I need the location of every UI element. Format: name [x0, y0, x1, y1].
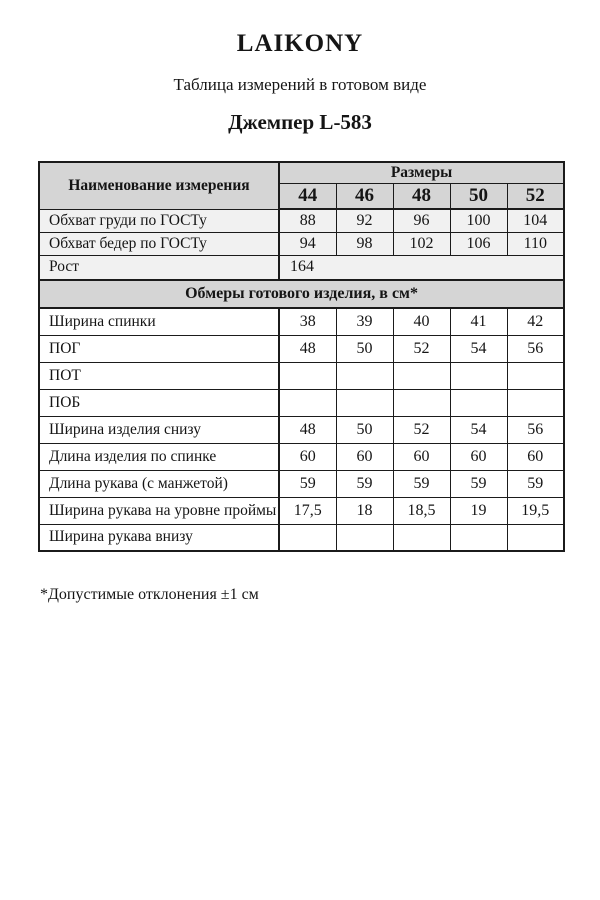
value-cell: 100	[450, 209, 507, 232]
value-cell: 56	[507, 416, 564, 443]
table-row	[39, 470, 564, 497]
value-cell: 59	[336, 470, 393, 497]
table-row	[39, 232, 564, 255]
value-cell: 42	[507, 308, 564, 335]
value-cell: 98	[336, 232, 393, 255]
value-cell: 52	[393, 416, 450, 443]
value-cell: 18	[336, 497, 393, 524]
value-cell: 60	[279, 443, 336, 470]
value-cell: 48	[279, 335, 336, 362]
value-cell	[507, 524, 564, 551]
table-row	[39, 497, 564, 524]
value-cell	[450, 389, 507, 416]
size-column-header: 52	[507, 183, 564, 209]
value-cell	[507, 362, 564, 389]
value-cell: 50	[336, 416, 393, 443]
row-label-cell: ПОТ	[39, 362, 279, 389]
value-cell: 60	[393, 443, 450, 470]
product-title: Джемпер L-583	[228, 110, 372, 134]
row-label-cell: Рост	[39, 255, 279, 280]
size-measurement-table	[38, 161, 565, 552]
value-cell: 56	[507, 335, 564, 362]
value-cell: 110	[507, 232, 564, 255]
size-column-header: 46	[336, 183, 393, 209]
value-cell: 59	[393, 470, 450, 497]
table-row	[39, 443, 564, 470]
table-header-row-sizes-title	[39, 162, 564, 183]
sizes-header-cell: Размеры	[279, 162, 564, 183]
value-cell: 18,5	[393, 497, 450, 524]
value-cell	[507, 389, 564, 416]
value-cell	[336, 389, 393, 416]
value-cell: 48	[279, 416, 336, 443]
row-label-cell: Обхват груди по ГОСТу	[39, 209, 279, 232]
size-column-header: 48	[393, 183, 450, 209]
table-row	[39, 280, 564, 308]
table-row	[39, 209, 564, 232]
tolerance-footnote: *Допустимые отклонения ±1 см	[40, 586, 259, 603]
table-row	[39, 524, 564, 551]
section-header-cell: Обмеры готового изделия, в см*	[39, 280, 564, 308]
row-label-cell: Обхват бедер по ГОСТу	[39, 232, 279, 255]
value-cell	[450, 362, 507, 389]
value-cell: 59	[450, 470, 507, 497]
value-cell: 39	[336, 308, 393, 335]
value-cell	[279, 362, 336, 389]
table-row	[39, 416, 564, 443]
value-cell: 92	[336, 209, 393, 232]
row-label-cell: Длина изделия по спинке	[39, 443, 279, 470]
document-subtitle: Таблица измерений в готовом виде	[173, 75, 427, 94]
size-column-header: 50	[450, 183, 507, 209]
row-label-cell: ПОБ	[39, 389, 279, 416]
row-label-cell: Ширина спинки	[39, 308, 279, 335]
value-cell: 19,5	[507, 497, 564, 524]
value-cell: 60	[450, 443, 507, 470]
value-cell	[336, 524, 393, 551]
row-label-cell: Ширина рукава на уровне проймы	[39, 497, 279, 524]
value-cell: 60	[507, 443, 564, 470]
value-cell: 38	[279, 308, 336, 335]
table-row	[39, 389, 564, 416]
size-column-header: 44	[279, 183, 336, 209]
value-cell: 59	[507, 470, 564, 497]
brand-title: LAIKONY	[236, 30, 364, 57]
value-cell	[393, 389, 450, 416]
merged-value-cell: 164	[279, 255, 564, 280]
value-cell: 19	[450, 497, 507, 524]
row-label-cell: ПОГ	[39, 335, 279, 362]
table-row	[39, 335, 564, 362]
table-row	[39, 255, 564, 280]
measurement-name-header-cell: Наименование измерения	[39, 162, 279, 209]
value-cell: 102	[393, 232, 450, 255]
value-cell: 60	[336, 443, 393, 470]
value-cell: 88	[279, 209, 336, 232]
value-cell	[279, 524, 336, 551]
table-row	[39, 308, 564, 335]
value-cell	[393, 362, 450, 389]
row-label-cell: Ширина рукава внизу	[39, 524, 279, 551]
value-cell: 54	[450, 416, 507, 443]
value-cell: 59	[279, 470, 336, 497]
value-cell: 106	[450, 232, 507, 255]
row-label-cell: Длина рукава (с манжетой)	[39, 470, 279, 497]
value-cell: 50	[336, 335, 393, 362]
value-cell: 40	[393, 308, 450, 335]
value-cell: 96	[393, 209, 450, 232]
value-cell: 52	[393, 335, 450, 362]
value-cell: 54	[450, 335, 507, 362]
value-cell: 41	[450, 308, 507, 335]
value-cell: 17,5	[279, 497, 336, 524]
value-cell	[336, 362, 393, 389]
value-cell	[393, 524, 450, 551]
value-cell: 94	[279, 232, 336, 255]
row-label-cell: Ширина изделия снизу	[39, 416, 279, 443]
value-cell	[450, 524, 507, 551]
value-cell	[279, 389, 336, 416]
table-row	[39, 362, 564, 389]
value-cell: 104	[507, 209, 564, 232]
